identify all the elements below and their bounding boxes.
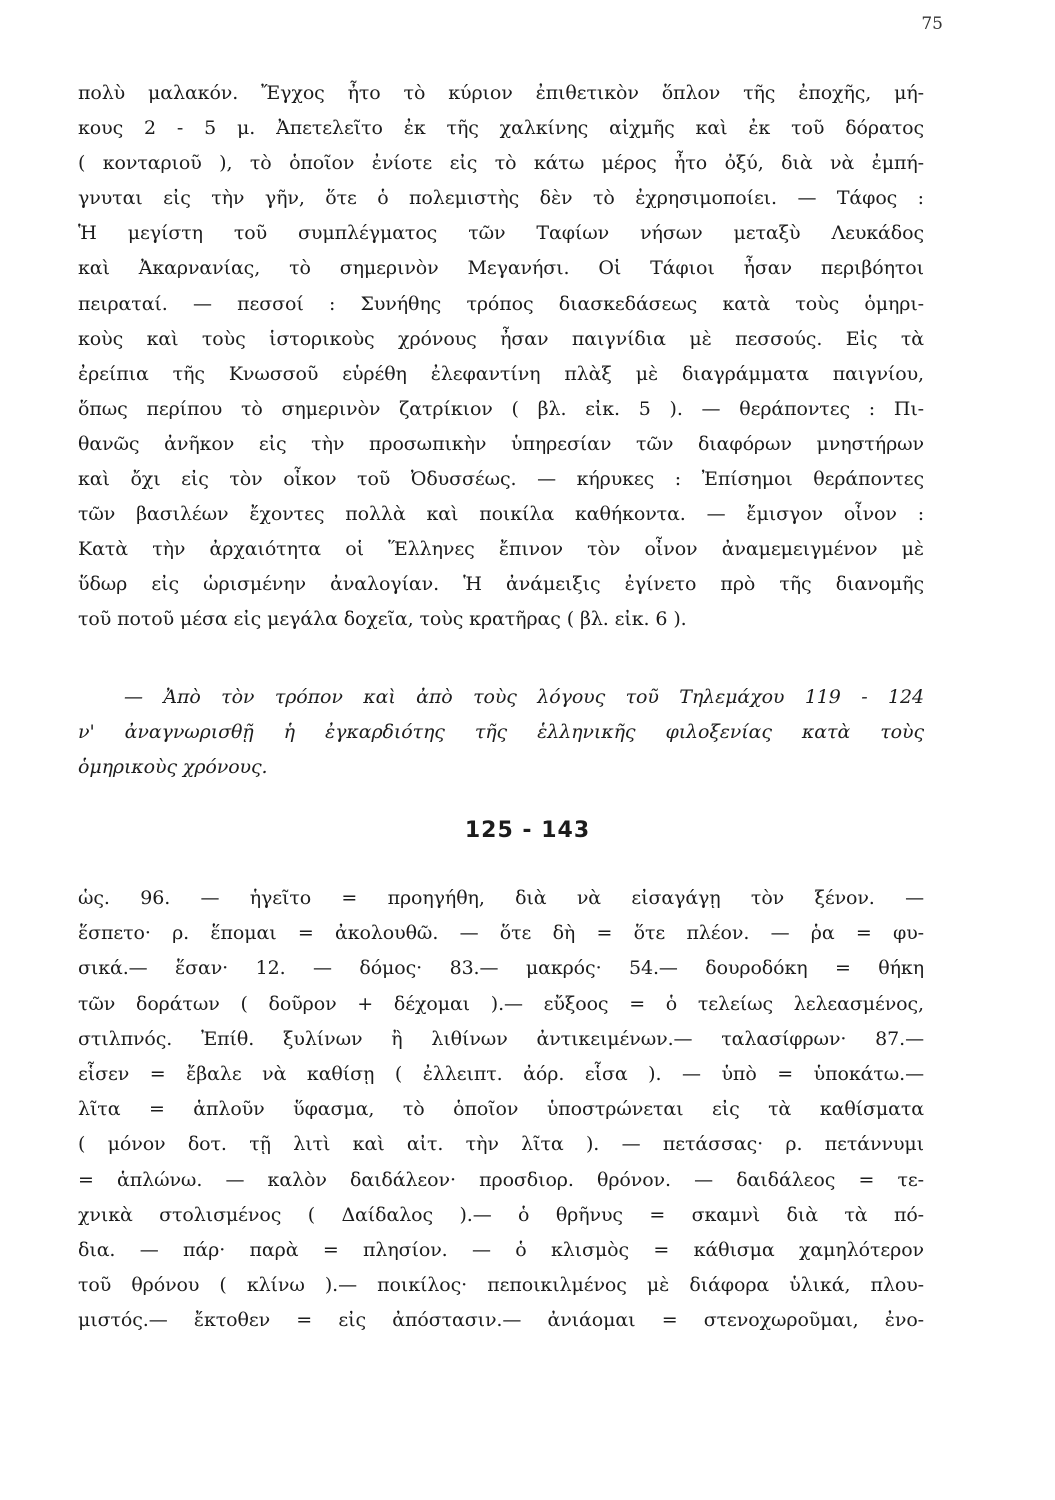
text-line: ὡς. 96. — ἡγεῖτο = προηγήθη, διὰ νὰ εἰσαγάγῃ τὸν ξένον. — (78, 887, 924, 909)
text-line: τῶν δοράτων ( δοῦρον + δέχομαι ).— εὔξοος = ὁ τελείως λελεασμένος, (78, 992, 924, 1015)
italic-summary (78, 680, 924, 785)
text-line: πολὺ μαλακόν. Ἔγχος ἦτο τὸ κύριον ἐπιθετικὸν ὅπλον τῆς ἐποχῆς, μή- (78, 82, 924, 104)
text-line: τοῦ ποτοῦ μέσα εἰς μεγάλα δοχεῖα, τοὺς κρατῆρας ( βλ. εἰκ. 6 ). (78, 608, 687, 631)
text-line: ἐρείπια τῆς Κνωσσοῦ εὑρέθη ἐλεφαντίνη πλὰξ μὲ διαγράμματα παιγνίου, (78, 362, 924, 385)
text-line: καὶ Ἀκαρνανίας, τὸ σημερινὸν Μεγανήσι. Οἱ Τάφιοι ἦσαν περιβόητοι (78, 257, 924, 280)
text-line: ν' ἀναγνωρισθῇ ἡ ἐγκαρδιότης τῆς ἑλληνικῆς φιλοξενίας κατὰ τοὺς (78, 721, 924, 743)
commentary-block-lower (78, 881, 924, 1338)
text-line: χνικὰ στολισμένος ( Δαίδαλος ).— ὁ θρῆνυς = σκαμνὶ διὰ τὰ πό- (78, 1203, 924, 1226)
text-line: κοὺς καὶ τοὺς ἱστορικοὺς χρόνους ἦσαν παιγνίδια μὲ πεσσούς. Εἰς τὰ (78, 327, 924, 350)
text-line: δια. — πάρ· παρὰ = πλησίον. — ὁ κλισμὸς = κάθισμα χαμηλότερον (78, 1238, 924, 1261)
page-number: 75 (921, 14, 943, 34)
text-line: στιλπνός. Ἐπίθ. ξυλίνων ἢ λιθίνων ἀντικειμένων.— ταλασίφρων· 87.— (78, 1027, 924, 1050)
text-line: καὶ ὄχι εἰς τὸν οἶκον τοῦ Ὀδυσσέως. — κήρυκες : Ἐπίσημοι θεράποντες (78, 468, 924, 491)
text-line: θανῶς ἀνῆκον εἰς τὴν προσωπικὴν ὑπηρεσίαν τῶν διαφόρων μνηστήρων (78, 432, 924, 455)
text-line: ὅπως περίπου τὸ σημερινὸν ζατρίκιον ( βλ. εἰκ. 5 ). — θεράποντες : Πι- (78, 397, 924, 420)
text-line: = ἁπλώνω. — καλὸν δαιδάλεον· προσδιορ. θρόνον. — δαιδάλεος = τε- (78, 1168, 924, 1191)
text-line: σικά.— ἕσαν· 12. — δόμος· 83.— μακρός· 54.— δουροδόκη = θήκη (78, 957, 924, 980)
text-line: πειραταί. — πεσσοί : Συνήθης τρόπος διασκεδάσεως κατὰ τοὺς ὁμηρι- (78, 292, 924, 315)
text-line: τοῦ θρόνου ( κλίνω ).— ποικίλος· πεποικιλμένος μὲ διάφορα ὑλικά, πλου- (78, 1274, 924, 1297)
section-heading: 125 - 143 (464, 818, 591, 843)
text-line: λῖτα = ἁπλοῦν ὕφασμα, τὸ ὁποῖον ὑποστρώνεται εἰς τὰ καθίσματα (78, 1098, 924, 1121)
text-line: κους 2 - 5 μ. Ἀπετελεῖτο ἐκ τῆς χαλκίνης αἰχμῆς καὶ ἐκ τοῦ δόρατος (78, 117, 924, 140)
text-line: Ἡ μεγίστη τοῦ συμπλέγματος τῶν Ταφίων νήσων μεταξὺ Λευκάδος (78, 222, 924, 245)
text-line: μιστός.— ἔκτοθεν = εἰς ἀπόστασιν.— ἀνιάομαι = στενοχωροῦμαι, ἐνο- (78, 1309, 924, 1332)
text-line: γνυται εἰς τὴν γῆν, ὅτε ὁ πολεμιστὴς δὲν τὸ ἐχρησιμοποίει. — Τάφος : (78, 187, 924, 210)
text-line: ( κονταριοῦ ), τὸ ὁποῖον ἐνίοτε εἰς τὸ κάτω μέρος ἦτο ὀξύ, διὰ νὰ ἐμπή- (78, 152, 924, 175)
text-line: ὁμηρικοὺς χρόνους. (78, 756, 268, 778)
commentary-block-upper (78, 76, 924, 638)
text-line: τῶν βασιλέων ἔχοντες πολλὰ καὶ ποικίλα καθήκοντα. — ἔμισγον οἶνον : (78, 503, 924, 526)
text-line: Κατὰ τὴν ἀρχαιότητα οἱ Ἕλληνες ἔπινον τὸν οἶνον ἀναμεμειγμένον μὲ (78, 538, 924, 561)
text-line: εἷσεν = ἔβαλε νὰ καθίσῃ ( ἐλλειπτ. ἀόρ. εἷσα ). — ὑπὸ = ὑποκάτω.— (78, 1062, 924, 1085)
text-line: — Ἀπὸ τὸν τρόπον καὶ ἀπὸ τοὺς λόγους τοῦ Τηλεμάχου 119 - 124 (124, 686, 924, 708)
text-line: ( μόνον δοτ. τῇ λιτὶ καὶ αἰτ. τὴν λῖτα ). — πετάσσας· ρ. πετάννυμι (78, 1133, 924, 1156)
text-line: ὕδωρ εἰς ὡρισμένην ἀναλογίαν. Ἡ ἀνάμειξις ἐγίνετο πρὸ τῆς διανομῆς (78, 573, 924, 596)
text-line: ἕσπετο· ρ. ἕπομαι = ἀκολουθῶ. — ὅτε δὴ = ὅτε πλέον. — ῥα = φυ- (78, 922, 924, 945)
